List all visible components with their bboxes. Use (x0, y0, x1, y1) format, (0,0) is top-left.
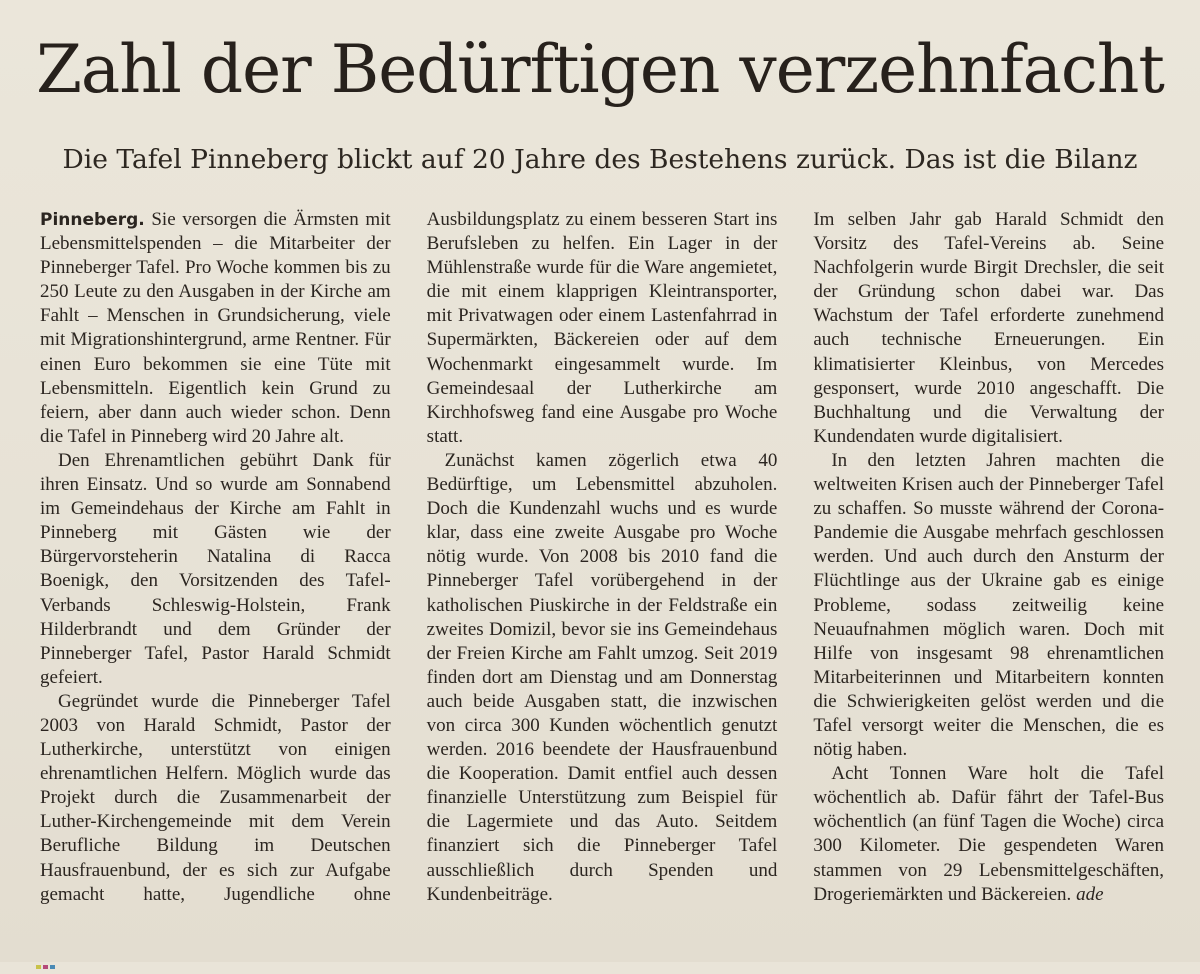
article-paragraph-7 (813, 762, 1164, 907)
article-paragraph-5-continued: Im selben Jahr gab Harald Schmidt den Vorsitz des Tafel-Vereins ab. Seine Nachfolgerin wurde Birgit Drechsler, die seit der Gründung schon dabei war. Das Wachstum der Tafel erforderte zunehmend auch technische Erneuerungen. Ein klimatisierter Kleinbus, von Mercedes gesponsert, wurde 2010 angeschafft. Die Buchhaltung und die Verwaltung der Kundendaten wurde digitalisiert. (813, 209, 1165, 447)
article-paragraph-4: Zunächst kamen zögerlich etwa 40 Bedürftige, um Lebensmittel abzuholen. Doch die Kundenzahl wuchs und es wurde klar, dass eine zweite Ausgabe pro Woche nötig wurde. Von 2008 bis 2010 fand die Pinneberger Tafel vorübergehend in der katholischen Piuskirche in der Feldstraße ein zweites Domizil, bevor sie ins Gemeindehaus der Freien Kirche am Fahlt umzog. Seit 2019 finden dort am Dienstag und am Donnerstag auch beide Ausgaben statt, die inzwischen von circa 300 Kunden wöchentlich genutzt werden. 2016 beendete der Hausfrauenbund die Kooperation. Damit entfiel auch dessen finanzielle Unterstützung zum Beispiel für die Lagermiete und das Auto. Seitdem finanziert sich die Pinneberger Tafel ausschließlich durch Spenden und Kundenbeiträge. (426, 449, 778, 905)
article-paragraph-2: Den Ehrenamtlichen gebührt Dank für ihren Einsatz. Und so wurde am Sonnabend im Gemeindehaus der Kirche am Fahlt in Pinneberg mit Gästen wie der Bürgervorsteherin Natalina di Racca Boenigk, den Vorsitzenden des Tafel-Verbands Schleswig-Holstein, Frank Hilderbrandt und dem Gründer der Pinneberger Tafel, Pastor Harald Schmidt gefeiert. (40, 449, 391, 688)
subheadline: Die Tafel Pinneberg blickt auf 20 Jahre des Bestehens zurück. Das ist die Bilanz (62, 144, 1138, 175)
headline: Zahl der Bedürftigen verzehnfacht (36, 31, 1164, 108)
article-column-2 (427, 208, 778, 928)
article-column-3 (813, 208, 1164, 928)
print-mark (43, 965, 48, 969)
paragraph-text: Acht Tonnen Ware holt die Tafel wöchentlich ab. Dafür fährt der Tafel-Bus wöchentlich (an fünf Tagen die Woche) circa 300 Kilometer. Die gespendeten Waren stammen von 29 Lebensmittelgeschäften, Drogeriemärkten und Bäckereien. (813, 763, 1165, 905)
paragraph-text: Sie versorgen die Ärmsten mit Lebensmittelspenden – die Mitarbeiter der Pinneberger Tafel. Pro Woche kommen bis zu 250 Leute zu den Ausgaben in der Kirche am Fahlt – Menschen in Grundsicherung, viele mit Migrationshintergrund, arme Rentner. Für einen Euro bekommen sie eine Tüte mit Lebensmitteln. Eigentlich kein Grund zu feiern, aber dann auch wieder schon. Denn die Tafel in Pinneberg wird 20 Jahre alt. (40, 209, 391, 447)
article-column-1 (40, 208, 391, 928)
author-initials: ade (1076, 883, 1104, 905)
article-paragraph-6: In den letzten Jahren machten die weltweiten Krisen auch der Pinneberger Tafel zu schaffen. So musste während der Corona-Pandemie die Ausgabe mehrfach geschlossen werden. Und auch durch den Ansturm der Flüchtlinge aus der Ukraine gab es einige Probleme, sodass zeitweilig keine Neuaufnahmen möglich waren. Doch mit Hilfe von insgesamt 98 ehrenamtlichen Mitarbeiterinnen und Mitarbeitern konnten die Schwierigkeiten gelöst werden und die Tafel versorgt weiter die Menschen, die es nötig haben. (813, 449, 1165, 761)
print-registration-marks (36, 956, 76, 962)
dateline: Pinneberg. (40, 210, 145, 230)
print-mark (36, 965, 41, 969)
article-body (40, 208, 1164, 928)
article-paragraph-3: Gegründet wurde die Pinneberger Tafel 2003 von Harald Schmidt, Pastor der Lutherkirche, unterstützt von einigen ehrenamtlichen Helfern. Möglich wurde das Projekt durch die Zusammenarbeit der Luther-Kirchengemeinde mit dem Verein Berufliche Bildung im Deutschen Hausfrauenbund, der es sich zur Aufgabe gemacht hatte, Jugendliche ohne (40, 690, 391, 905)
print-mark (50, 965, 55, 969)
article-paragraph-1 (40, 208, 391, 449)
article-paragraph-3-continued: Ausbildungsplatz zu einem besseren Start ins Berufsleben zu helfen. Ein Lager in der Mühlenstraße wurde für die Ware angemietet, die mit einem klapprigen Kleintransporter, mit Privatwagen oder einem Lastenfahrrad in Supermärkten, Bäckereien oder auf dem Wochenmarkt eingesammelt wurde. Im Gemeindesaal der Lutherkirche am Kirchhofsweg fand eine Ausgabe pro Woche statt. (426, 209, 778, 447)
